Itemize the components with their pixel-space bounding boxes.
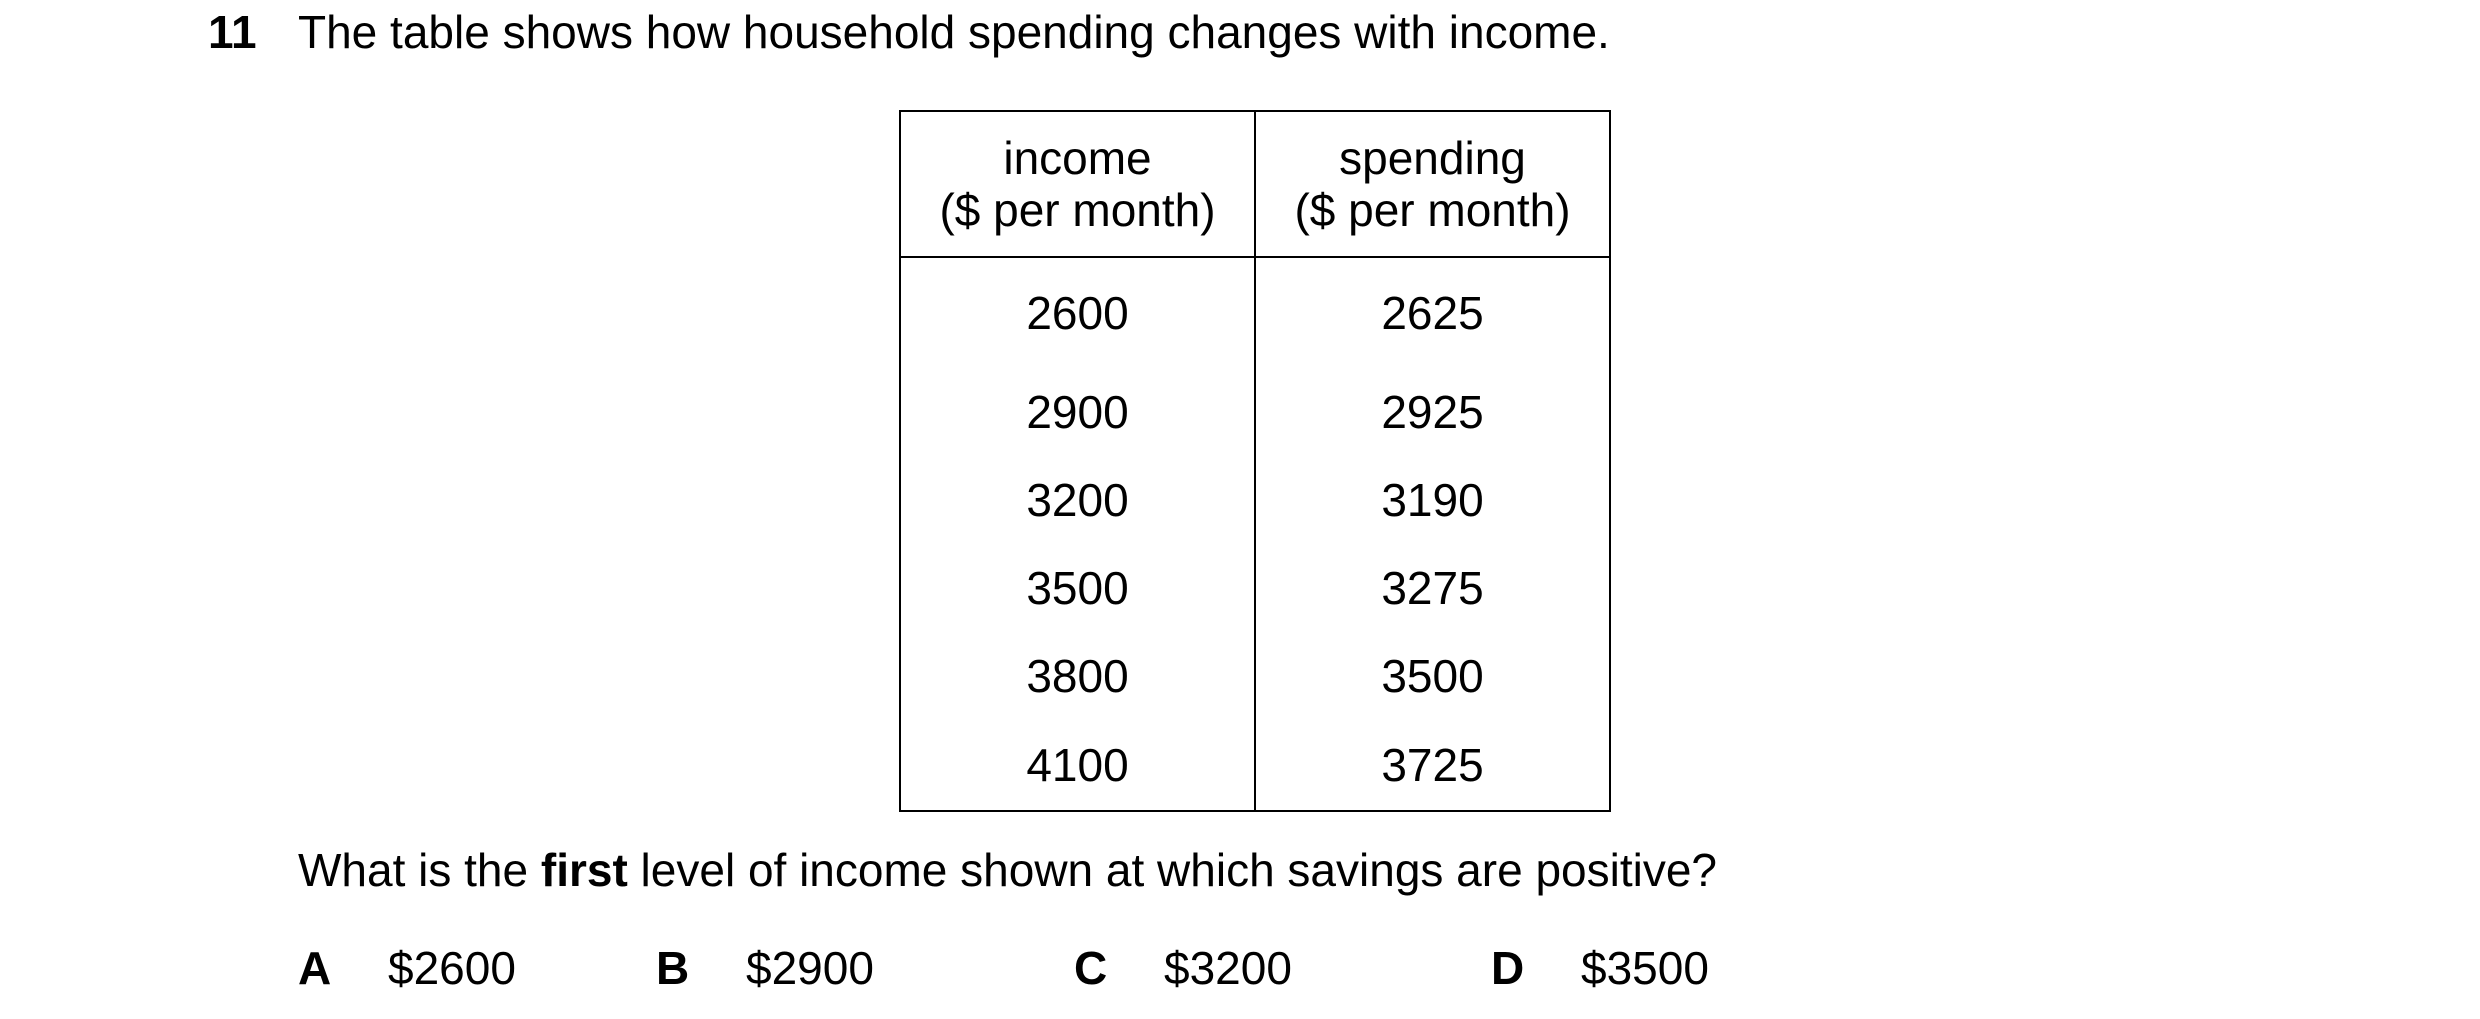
income-column-header: [900, 111, 1255, 257]
income-cell: 2600: [900, 257, 1255, 368]
option-letter: D: [1491, 942, 1525, 994]
spending-cell: 2625: [1255, 257, 1610, 368]
income-cell: 3800: [900, 632, 1255, 720]
option-letter: A: [298, 942, 332, 994]
table-row: [900, 257, 1610, 368]
option-value: $3200: [1164, 942, 1292, 994]
option-value: $3500: [1581, 942, 1709, 994]
income-header-label: income: [1003, 132, 1152, 184]
option-value: $2600: [388, 942, 516, 994]
question-stem: The table shows how household spending changes with income.: [298, 6, 1610, 58]
income-cell: 3500: [900, 544, 1255, 632]
option-value: $2900: [746, 942, 874, 994]
spending-header-label: spending: [1339, 132, 1526, 184]
spending-header-unit: ($ per month): [1294, 184, 1571, 236]
prompt-text-after: level of income shown at which savings are positive?: [627, 844, 1718, 896]
income-cell: 2900: [900, 368, 1255, 456]
spending-column-header: [1255, 111, 1610, 257]
income-cell: 3200: [900, 456, 1255, 544]
table-row: [900, 544, 1610, 632]
spending-cell: 3725: [1255, 720, 1610, 811]
option-letter: B: [656, 942, 690, 994]
option-letter: C: [1074, 942, 1108, 994]
income-cell: 4100: [900, 720, 1255, 811]
table-row: [900, 456, 1610, 544]
spending-cell: 2925: [1255, 368, 1610, 456]
income-spending-table: [899, 110, 1611, 812]
table-row: [900, 720, 1610, 811]
prompt-text-before: What is the: [298, 844, 541, 896]
table-row: [900, 632, 1610, 720]
income-header-unit: ($ per month): [939, 184, 1216, 236]
spending-cell: 3500: [1255, 632, 1610, 720]
spending-cell: 3275: [1255, 544, 1610, 632]
table-header-row: [900, 111, 1610, 257]
table-row: [900, 368, 1610, 456]
prompt-emphasis: first: [540, 844, 628, 896]
question-prompt: [298, 842, 1717, 898]
spending-cell: 3190: [1255, 456, 1610, 544]
question-number: 11: [208, 6, 257, 58]
